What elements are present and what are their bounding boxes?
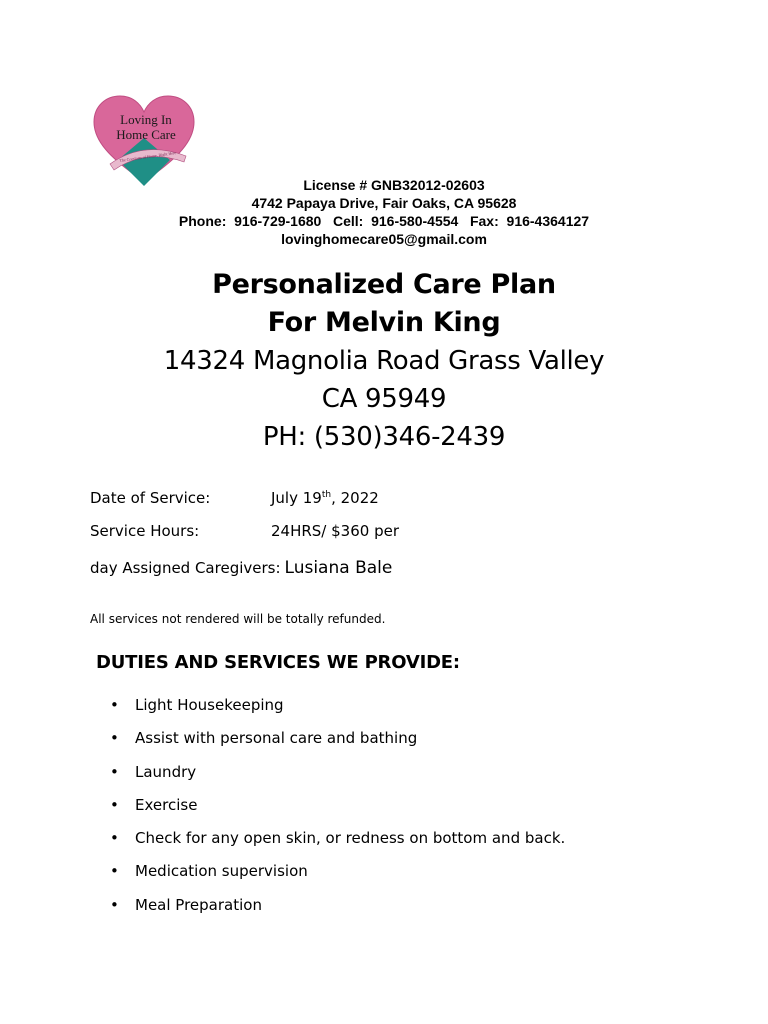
heart-logo-icon xyxy=(90,94,198,188)
bullet-icon: • xyxy=(110,862,119,881)
list-item xyxy=(110,894,565,927)
agency-email: lovinghomecare05@gmail.com xyxy=(281,231,487,247)
plan-title: Personalized Care Plan xyxy=(212,269,556,300)
duty-text: Assist with personal care and bathing xyxy=(135,729,418,748)
agency-phones: Phone: 916-729-1680 Cell: 916-580-4554 Fax: 916-4364127 xyxy=(178,213,590,229)
duty-text: Meal Preparation xyxy=(135,895,262,914)
list-item xyxy=(110,794,565,827)
duty-text: Exercise xyxy=(135,795,198,814)
duty-text: Light Housekeeping xyxy=(135,696,284,714)
client-address-line-1: 14324 Magnolia Road Grass Valley xyxy=(163,346,605,376)
agency-header xyxy=(0,176,768,248)
date-of-service-value xyxy=(271,489,379,507)
list-item xyxy=(110,727,565,760)
bullet-icon: • xyxy=(110,795,119,814)
license-number: License # GNB32012-02603 xyxy=(303,177,485,193)
duties-list xyxy=(110,694,565,927)
list-item xyxy=(110,860,565,893)
client-name: For Melvin King xyxy=(267,307,501,338)
duty-text: Medication supervision xyxy=(135,862,308,881)
client-phone: PH: (530)346-2439 xyxy=(262,422,506,452)
client-address-line-2: CA 95949 xyxy=(321,384,447,414)
date-of-service-label: Date of Service: xyxy=(90,489,211,507)
agency-address: 4742 Papaya Drive, Fair Oaks, CA 95628 xyxy=(251,195,517,211)
duties-heading: DUTIES AND SERVICES WE PROVIDE: xyxy=(96,652,460,673)
assigned-caregivers-row xyxy=(90,558,392,578)
assigned-caregivers-label: day Assigned Caregivers: xyxy=(90,559,281,577)
list-item xyxy=(110,694,565,727)
date-year: , 2022 xyxy=(331,489,379,507)
list-item xyxy=(110,761,565,794)
bullet-icon: • xyxy=(110,696,119,714)
logo-line-1: Loving In xyxy=(120,112,172,127)
logo-line-2: Home Care xyxy=(116,127,176,142)
assigned-caregiver-name: Lusiana Bale xyxy=(284,558,393,578)
service-hours-value: 24HRS/ $360 per xyxy=(271,522,399,540)
duty-text: Laundry xyxy=(135,762,197,781)
bullet-icon: • xyxy=(110,895,119,914)
bullet-icon: • xyxy=(110,829,119,848)
refund-note: All services not rendered will be totally refunded. xyxy=(90,612,386,626)
agency-logo xyxy=(90,94,198,188)
bullet-icon: • xyxy=(110,762,119,781)
duty-text: Check for any open skin, or redness on bottom and back. xyxy=(135,829,566,848)
plan-title-block xyxy=(0,266,768,456)
bullet-icon: • xyxy=(110,729,119,748)
date-ordinal: th xyxy=(321,490,332,500)
date-main: July 19 xyxy=(271,489,322,507)
list-item xyxy=(110,827,565,860)
logo-ribbon-text: The Comforts of Home, Right Here xyxy=(119,150,177,163)
service-hours-label: Service Hours: xyxy=(90,522,200,540)
